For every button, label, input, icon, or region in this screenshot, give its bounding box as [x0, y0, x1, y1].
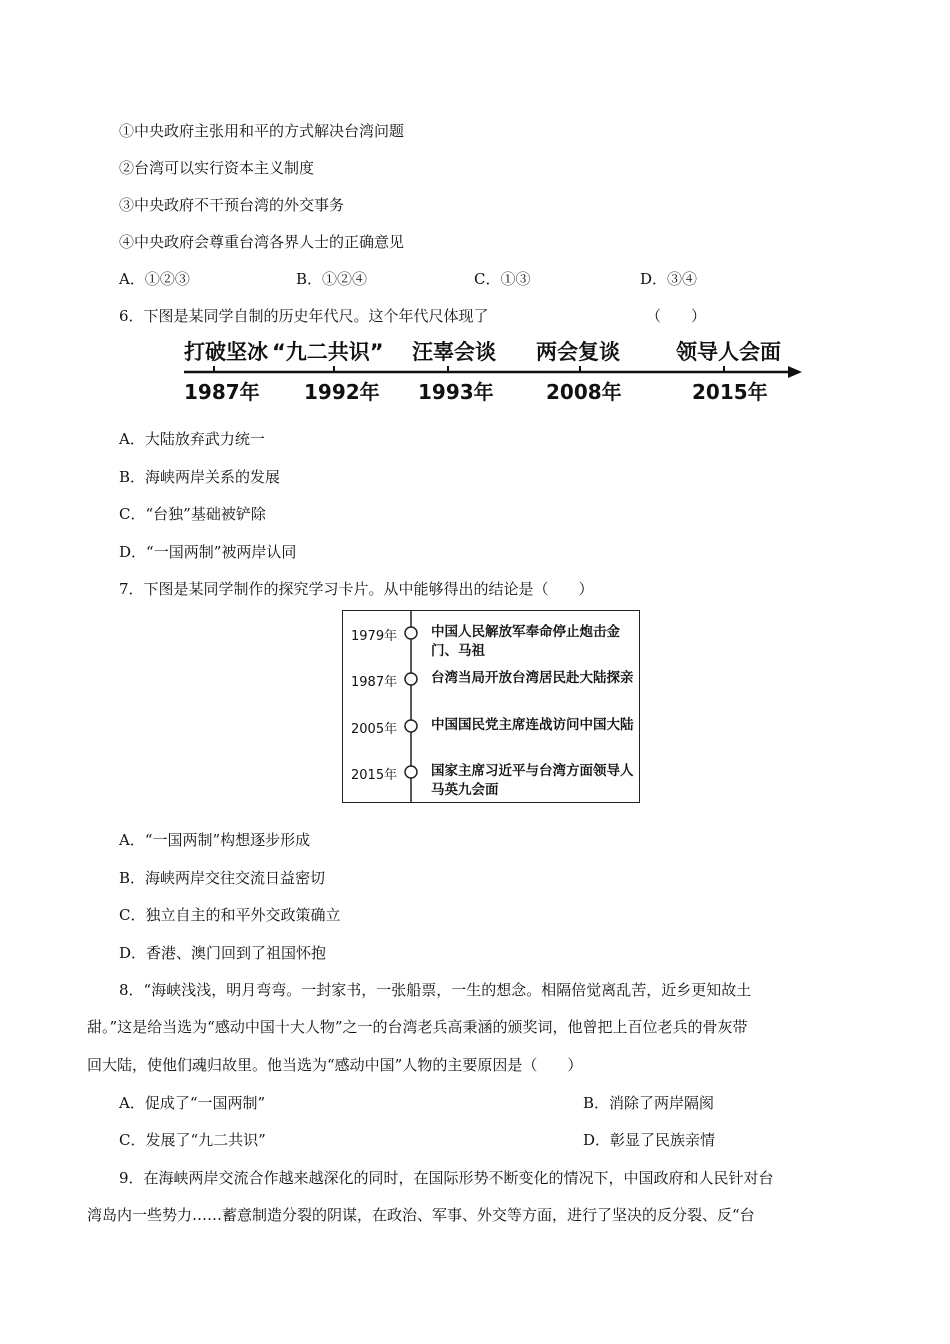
q8-option-c: C．发展了“九二共识”: [119, 1131, 266, 1149]
card-event-4: 国家主席习近平与台湾方面领导人马英九会面: [431, 763, 634, 798]
q5-item-2: ②台湾可以实行资本主义制度: [119, 159, 315, 177]
timeline-year-4: 2008年: [546, 380, 622, 404]
q5-option-d: D．③④: [640, 270, 698, 288]
q7-option-d: D．香港、澳门回到了祖国怀抱: [119, 944, 327, 962]
card-year-4: 2015年: [351, 768, 398, 783]
q5-item-1: ①中央政府主张用和平的方式解决台湾问题: [119, 122, 405, 140]
timeline-event-3: 汪辜会谈: [412, 340, 496, 364]
q8-line-1: 8．“海峡浅浅，明月弯弯。一封家书，一张船票，一生的想念。相隔倍觉离乱苦，近乡更知故土: [119, 981, 752, 999]
timeline-event-1: 打破坚冰: [184, 340, 268, 364]
q9-line-1: 9．在海峡两岸交流合作越来越深化的同时，在国际形势不断变化的情况下，中国政府和人民针对台: [119, 1169, 774, 1187]
q5-option-a: A．①②③: [119, 270, 190, 288]
q8-option-d: D．彰显了民族亲情: [583, 1131, 716, 1149]
timeline-event-5: 领导人会面: [676, 340, 781, 364]
card-year-1: 1979年: [351, 629, 398, 644]
q7-option-a: A．“一国两制”构想逐步形成: [119, 831, 311, 849]
q8-line-3: 回大陆，使他们魂归故里。他当选为“感动中国”人物的主要原因是（ ）: [87, 1056, 583, 1074]
q5-item-4: ④中央政府会尊重台湾各界人士的正确意见: [119, 233, 405, 251]
card-event-2: 台湾当局开放台湾居民赴大陆探亲: [431, 670, 634, 686]
card-event-3: 中国国民党主席连战访问中国大陆: [431, 717, 634, 733]
q6-option-c: C．“台独”基础被铲除: [119, 505, 266, 523]
q5-item-3: ③中央政府不干预台湾的外交事务: [119, 196, 345, 214]
q6-answer-bracket: （ ）: [646, 307, 707, 325]
timeline-event-2: “九二共识”: [272, 340, 384, 364]
q5-option-c: C．①③: [474, 270, 531, 288]
q6-stem: 6．下图是某同学自制的历史年代尺。这个年代尺体现了: [119, 307, 489, 325]
q7-option-c: C．独立自主的和平外交政策确立: [119, 906, 341, 924]
timeline-year-2: 1992年: [304, 380, 380, 404]
q8-option-b: B．消除了两岸隔阂: [583, 1094, 715, 1112]
q6-option-d: D．“一国两制”被两岸认同: [119, 543, 297, 561]
card-year-3: 2005年: [351, 722, 398, 737]
timeline-year-5: 2015年: [692, 380, 768, 404]
timeline-year-3: 1993年: [418, 380, 494, 404]
q9-line-2: 湾岛内一些势力……蓄意制造分裂的阴谋，在政治、军事、外交等方面，进行了坚决的反分裂、反“台: [87, 1206, 755, 1224]
timeline-event-4: 两会复谈: [536, 340, 620, 364]
q6-option-b: B．海峡两岸关系的发展: [119, 468, 281, 486]
card-event-1: 中国人民解放军奉命停止炮击金门、马祖: [431, 624, 620, 659]
q8-option-a: A．促成了“一国两制”: [119, 1094, 266, 1112]
q5-option-b: B．①②④: [296, 270, 368, 288]
card-year-2: 1987年: [351, 675, 398, 690]
timeline-ruler: [180, 330, 810, 402]
study-card: [342, 610, 640, 803]
q8-line-2: 甜。”这是给当选为“感动中国十大人物”之一的台湾老兵高秉涵的颁奖词，他曾把上百位老兵的骨灰带: [87, 1018, 748, 1036]
q7-stem: 7．下图是某同学制作的探究学习卡片。从中能够得出的结论是（ ）: [119, 580, 594, 598]
timeline-year-1: 1987年: [184, 380, 260, 404]
q7-option-b: B．海峡两岸交往交流日益密切: [119, 869, 326, 887]
q6-option-a: A．大陆放弃武力统一: [119, 430, 265, 448]
